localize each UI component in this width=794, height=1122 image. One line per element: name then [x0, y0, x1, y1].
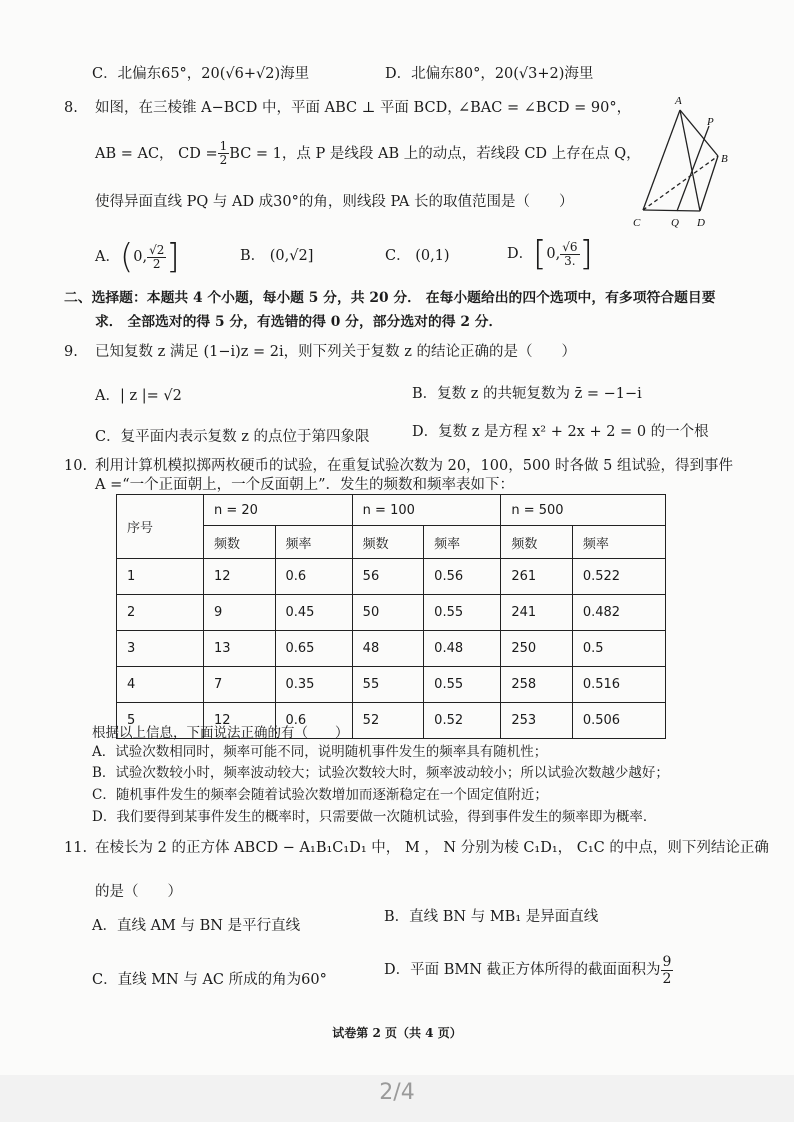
q8-option-d-num: √6 — [562, 239, 578, 254]
q8-option-c — [385, 246, 450, 266]
q8-option-b-label: B． — [240, 248, 266, 264]
q8-option-d-frac — [560, 241, 579, 268]
q10-option-c: C．随机事件发生的频率会随着试验次数增加而逐渐稳定在一个固定值附近； — [92, 787, 548, 803]
table-sub-count: 频数 — [352, 526, 424, 559]
q8-half-den: 2 — [219, 153, 228, 167]
table-cell: 0.522 — [572, 559, 665, 595]
q11-option-d-den: 2 — [662, 970, 672, 987]
q8-option-b — [240, 246, 313, 266]
q8-stem-line3: 使得异面直线 PQ 与 AD 成30°的角，则线段 PA 长的取值范围是（ ） — [95, 194, 574, 210]
table-group-n100: n = 100 — [352, 495, 501, 526]
table-cell: 258 — [501, 667, 573, 703]
q8-option-d-pre: 0, — [546, 246, 561, 262]
q8-stem-line2 — [95, 140, 641, 167]
table-cell: 13 — [204, 631, 276, 667]
table-row — [117, 559, 666, 595]
q10-option-b: B．试验次数较小时，频率波动较大；试验次数较大时，频率波动较小；所以试验次数越少越好； — [92, 765, 669, 781]
q8-option-b-value: (0,√2] — [269, 248, 314, 264]
q9-number: 9. — [64, 344, 78, 360]
table-cell: 253 — [501, 703, 573, 739]
table-cell: 2 — [117, 595, 204, 631]
q8-option-d-label: D． — [507, 246, 534, 262]
q8-option-c-value: (0,1) — [415, 248, 450, 264]
fig-label-q: Q — [671, 217, 679, 229]
table-cell: 0.65 — [275, 631, 352, 667]
fig-label-b: B — [721, 153, 728, 165]
section2-line1: 二、选择题：本题共 4 个小题，每小题 5 分，共 20 分． 在每小题给出的四个选项中，有多项符合题目要 — [64, 290, 716, 306]
table-cell: 56 — [352, 559, 424, 595]
q10-option-d: D．我们要得到某事件发生的概率时，只需要做一次随机试验，得到事件发生的频率即为概率． — [92, 809, 657, 825]
q9-option-b: B．复数 z 的共轭复数为 z̄ = −1−i — [412, 386, 642, 402]
fig-label-c: C — [633, 217, 641, 229]
fig-label-d: D — [697, 217, 705, 229]
q10-number: 10. — [64, 458, 88, 474]
table-cell: 0.48 — [424, 631, 501, 667]
q8-line2-end: BC = 1，点 P 是线段 AB 上的动点，若线段 CD 上存在点 Q， — [229, 145, 641, 162]
q8-half-fraction — [218, 140, 230, 167]
table-cell: 4 — [117, 667, 204, 703]
q11-option-d-text: D．平面 BMN 截正方体所得的截面面积为 — [384, 962, 661, 978]
q11-stem-line2: 的是（ ） — [95, 884, 182, 900]
table-cell: 0.6 — [275, 559, 352, 595]
q8-option-a-num: √2 — [149, 242, 165, 257]
q8-option-d: D． [ 0, $\frac{√6}{3.}$ ] — [507, 234, 593, 274]
table-row — [117, 595, 666, 631]
table-cell: 0.482 — [572, 595, 665, 631]
q8-line2-start: AB = AC， CD = — [95, 145, 218, 162]
q11-number: 11. — [64, 840, 88, 856]
q8-half-num: 1 — [219, 139, 228, 153]
table-cell: 50 — [352, 595, 424, 631]
table-row — [117, 667, 666, 703]
q8-option-a-label: A． — [95, 249, 120, 265]
section2-line2: 求． 全部选对的得 5 分，有选错的得 0 分，部分选对的得 2 分． — [95, 314, 503, 330]
table-cell: 12 — [204, 703, 276, 739]
q9-option-a: A．| z |= √2 — [95, 388, 182, 404]
table-cell: 0.56 — [424, 559, 501, 595]
q11-stem-line1: 在棱长为 2 的正方体 ABCD − A₁B₁C₁D₁ 中， M ， N 分别为棱 C₁D₁， C₁C 的中点，则下列结论正确 — [95, 840, 769, 856]
q11-option-d-frac — [661, 954, 674, 987]
edge-cd — [643, 210, 700, 211]
fig-label-p: P — [707, 116, 714, 128]
table-cell: 0.35 — [275, 667, 352, 703]
table-header-row — [117, 495, 666, 526]
q9-option-d: D．复数 z 是方程 x² + 2x + 2 = 0 的一个根 — [412, 424, 709, 440]
table-cell: 0.55 — [424, 595, 501, 631]
q11-option-c: C．直线 MN 与 AC 所成的角为60° — [92, 972, 327, 988]
table-sub-count: 频数 — [501, 526, 573, 559]
q8-option-a-pre: 0, — [133, 249, 148, 265]
table-cell: 9 — [204, 595, 276, 631]
table-cell: 7 — [204, 667, 276, 703]
table-sub-count: 频数 — [204, 526, 276, 559]
q8-option-a-frac — [147, 244, 166, 271]
q9-option-c: C．复平面内表示复数 z 的点位于第四象限 — [95, 429, 370, 445]
q11-option-a: A．直线 AM 与 BN 是平行直线 — [92, 918, 301, 934]
table-group-n500: n = 500 — [501, 495, 666, 526]
table-cell: 0.45 — [275, 595, 352, 631]
frequency-table — [116, 494, 666, 739]
q7-option-c: C．北偏东65°，20(√6+√2)海里 — [92, 66, 310, 82]
q10-option-a: A．试验次数相同时，频率可能不同，说明随机事件发生的频率具有随机性； — [92, 744, 548, 760]
q11-option-d-num: 9 — [662, 953, 672, 970]
q8-number: 8. — [64, 100, 78, 116]
table-cell: 0.5 — [572, 631, 665, 667]
table-cell: 0.516 — [572, 667, 665, 703]
q10-stem-line2: A =“一个正面朝上，一个反面朝上”．发生的频数和频率表如下： — [95, 477, 515, 493]
fig-label-a: A — [675, 95, 682, 107]
q8-option-a-den: 2 — [152, 256, 161, 271]
q8-angle: ∠BAC = ∠BCD = 90°， — [458, 100, 632, 116]
table-cell: 0.506 — [572, 703, 665, 739]
q8-option-d-den: 3. — [564, 253, 576, 268]
q8-tetrahedron-figure — [625, 90, 735, 230]
table-cell: 0.55 — [424, 667, 501, 703]
table-header-index: 序号 — [117, 495, 204, 559]
table-cell: 1 — [117, 559, 204, 595]
q10-stem-line1: 利用计算机模拟掷两枚硬币的试验，在重复试验次数为 20，100，500 时各做 5 组试验，得到事件 — [95, 458, 733, 474]
table-cell: 55 — [352, 667, 424, 703]
table-cell: 250 — [501, 631, 573, 667]
q10-question: 根据以上信息，下面说法正确的有（ ） — [92, 725, 349, 741]
table-sub-freq: 频率 — [424, 526, 501, 559]
table-cell: 241 — [501, 595, 573, 631]
table-group-n20: n = 20 — [204, 495, 353, 526]
q11-option-b: B．直线 BN 与 MB₁ 是异面直线 — [384, 909, 599, 925]
table-cell: 48 — [352, 631, 424, 667]
page-indicator: 2/4 — [379, 1080, 415, 1105]
table-cell: 0.52 — [424, 703, 501, 739]
q8-stem-line1: 如图，在三棱锥 A−BCD 中，平面 ABC ⊥ 平面 BCD， — [95, 100, 462, 116]
edge-ac — [643, 110, 680, 210]
q8-option-a: A． ( 0, $\frac{√2}{2}$ ] — [95, 237, 180, 277]
table-row — [117, 631, 666, 667]
q9-stem: 已知复数 z 满足 (1−i)z = 2i，则下列关于复数 z 的结论正确的是（ ） — [95, 344, 577, 360]
table-cell: 0.6 — [275, 703, 352, 739]
table-cell: 5 — [117, 703, 204, 739]
edge-bd — [700, 156, 718, 211]
q11-option-d — [384, 950, 673, 990]
table-sub-freq: 频率 — [572, 526, 665, 559]
page-footer: 试卷第 2 页（共 4 页） — [332, 1026, 462, 1040]
table-cell: 261 — [501, 559, 573, 595]
table-cell: 52 — [352, 703, 424, 739]
table-cell: 12 — [204, 559, 276, 595]
q8-option-c-label: C． — [385, 248, 411, 264]
table-sub-freq: 频率 — [275, 526, 352, 559]
table-cell: 3 — [117, 631, 204, 667]
q7-option-d: D．北偏东80°，20(√3+2)海里 — [385, 66, 594, 82]
